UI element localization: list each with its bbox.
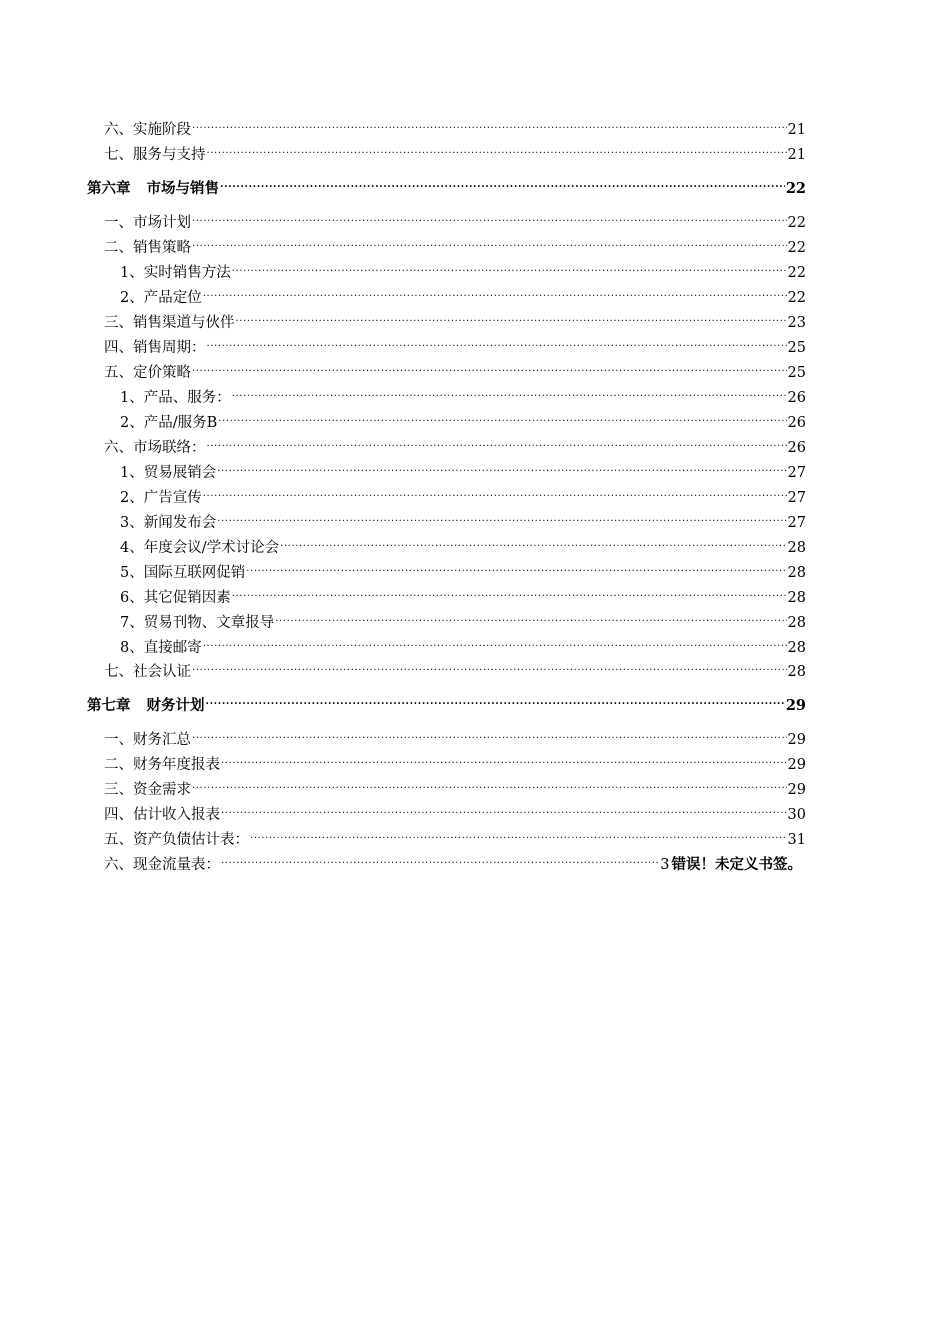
toc-entry-title: 1、产品、服务： bbox=[120, 390, 231, 406]
toc-entry-title: 3、新闻发布会 bbox=[120, 515, 217, 531]
toc-page-number: 3 bbox=[660, 857, 670, 873]
toc-entry-title: 六、实施阶段 bbox=[104, 122, 191, 138]
dot-leader bbox=[275, 607, 786, 627]
dot-leader bbox=[236, 307, 787, 327]
toc-entry[interactable] bbox=[104, 774, 806, 798]
toc-page-number: 22 bbox=[787, 240, 806, 256]
toc-chapter-title: 第七章 财务计划 bbox=[87, 697, 205, 714]
toc-entry-title: 六、市场联络： bbox=[104, 440, 206, 456]
toc-page-number: 27 bbox=[787, 490, 806, 506]
dot-leader bbox=[192, 656, 787, 676]
dot-leader bbox=[232, 257, 787, 277]
toc-entry-title: 七、社会认证 bbox=[104, 664, 191, 680]
toc-entry-title: 三、资金需求 bbox=[104, 782, 191, 798]
toc-subentry[interactable] bbox=[120, 557, 806, 581]
dot-leader bbox=[203, 482, 787, 502]
toc-entry[interactable] bbox=[104, 656, 806, 680]
toc-entry-title: 1、实时销售方法 bbox=[120, 265, 231, 281]
toc-entry-title: 七、服务与支持 bbox=[104, 147, 206, 163]
toc-page-number: 21 bbox=[787, 147, 806, 163]
toc-page-number: 22 bbox=[785, 180, 806, 197]
toc-entry-title: 2、产品/服务B bbox=[120, 415, 218, 431]
toc-page-number: 25 bbox=[787, 340, 806, 356]
toc-entry-title: 1、贸易展销会 bbox=[120, 465, 217, 481]
toc-page-number: 21 bbox=[787, 122, 806, 138]
toc-page-number: 29 bbox=[785, 697, 806, 714]
toc-page-number: 26 bbox=[787, 415, 806, 431]
toc-page-number: 22 bbox=[787, 290, 806, 306]
dot-leader bbox=[221, 799, 787, 819]
toc-page-number: 29 bbox=[787, 732, 806, 748]
dot-leader bbox=[192, 232, 787, 252]
toc-entry[interactable] bbox=[104, 357, 806, 381]
toc-subentry[interactable] bbox=[120, 632, 806, 656]
dot-leader bbox=[232, 582, 787, 602]
toc-page-number: 26 bbox=[787, 390, 806, 406]
toc-page-number: 25 bbox=[787, 365, 806, 381]
toc-subentry[interactable] bbox=[120, 282, 806, 306]
toc-page-number: 22 bbox=[787, 265, 806, 281]
toc-subentry[interactable] bbox=[120, 582, 806, 606]
toc-page-number: 29 bbox=[787, 782, 806, 798]
toc-entry-title: 二、销售策略 bbox=[104, 240, 191, 256]
toc-subentry[interactable] bbox=[120, 607, 806, 631]
toc-entry[interactable] bbox=[104, 749, 806, 773]
dot-leader bbox=[207, 432, 787, 452]
toc-page-number: 28 bbox=[787, 615, 806, 631]
toc-chapter-entry[interactable] bbox=[87, 173, 806, 197]
toc-page-number: 28 bbox=[787, 640, 806, 656]
dot-leader bbox=[221, 749, 787, 769]
toc-entry-title: 四、估计收入报表 bbox=[104, 807, 220, 823]
dot-leader bbox=[218, 407, 786, 427]
toc-entry-title: 六、现金流量表： bbox=[104, 857, 220, 873]
toc-entry[interactable] bbox=[104, 824, 806, 848]
toc-entry-title: 三、销售渠道与伙伴 bbox=[104, 315, 235, 331]
dot-leader bbox=[203, 632, 787, 652]
dot-leader bbox=[221, 849, 659, 869]
toc-page-number: 26 bbox=[787, 440, 806, 456]
toc-page-number: 31 bbox=[787, 832, 806, 848]
toc-entry[interactable] bbox=[104, 207, 806, 231]
toc-page-number: 28 bbox=[787, 664, 806, 680]
toc-subentry[interactable] bbox=[120, 457, 806, 481]
dot-leader bbox=[203, 282, 787, 302]
toc-page-number: 28 bbox=[787, 590, 806, 606]
toc-subentry[interactable] bbox=[120, 257, 806, 281]
toc-entry[interactable] bbox=[104, 332, 806, 356]
toc-entry[interactable] bbox=[104, 114, 806, 138]
toc-entry-title: 8、直接邮寄 bbox=[120, 640, 202, 656]
dot-leader bbox=[192, 357, 787, 377]
toc-subentry[interactable] bbox=[120, 382, 806, 406]
toc-entry[interactable] bbox=[104, 307, 806, 331]
dot-leader bbox=[217, 457, 786, 477]
toc-page-number: 28 bbox=[787, 565, 806, 581]
dot-leader bbox=[207, 332, 787, 352]
toc-page-number: 28 bbox=[787, 540, 806, 556]
toc-entry[interactable] bbox=[104, 432, 806, 456]
toc-entry-title: 一、财务汇总 bbox=[104, 732, 191, 748]
toc-entry[interactable] bbox=[104, 139, 806, 163]
toc-entry-title: 一、市场计划 bbox=[104, 215, 191, 231]
toc-entry[interactable] bbox=[104, 799, 806, 823]
dot-leader bbox=[192, 724, 787, 744]
toc-page-number: 27 bbox=[787, 515, 806, 531]
toc-entry-title: 7、贸易刊物、文章报导 bbox=[120, 615, 275, 631]
dot-leader bbox=[280, 532, 786, 552]
dot-leader bbox=[192, 114, 787, 134]
toc-page-number: 30 bbox=[787, 807, 806, 823]
dot-leader bbox=[217, 507, 786, 527]
toc-page-number: 22 bbox=[787, 215, 806, 231]
dot-leader bbox=[220, 173, 785, 193]
toc-chapter-entry[interactable] bbox=[87, 690, 806, 714]
dot-leader bbox=[192, 207, 787, 227]
toc-subentry[interactable] bbox=[120, 532, 806, 556]
toc-entry-title: 二、财务年度报表 bbox=[104, 757, 220, 773]
toc-entry-title: 五、资产负债估计表： bbox=[104, 832, 249, 848]
dot-leader bbox=[192, 774, 787, 794]
bookmark-error-message: 错误！未定义书签。 bbox=[671, 856, 802, 873]
toc-page-number: 29 bbox=[787, 757, 806, 773]
toc-entry[interactable] bbox=[104, 724, 806, 748]
toc-entry-title: 4、年度会议/学术讨论会 bbox=[120, 540, 280, 556]
dot-leader bbox=[246, 557, 786, 577]
toc-chapter-title: 第六章 市场与销售 bbox=[87, 180, 219, 197]
dot-leader bbox=[206, 690, 785, 710]
toc-page-number: 23 bbox=[787, 315, 806, 331]
toc-entry-title: 6、其它促销因素 bbox=[120, 590, 231, 606]
toc-subentry[interactable] bbox=[120, 507, 806, 531]
toc-entry-title: 四、销售周期： bbox=[104, 340, 206, 356]
toc-subentry[interactable] bbox=[120, 407, 806, 431]
dot-leader bbox=[207, 139, 787, 159]
toc-entry-title: 2、广告宣传 bbox=[120, 490, 202, 506]
toc-entry-title: 2、产品定位 bbox=[120, 290, 202, 306]
toc-page-number: 27 bbox=[787, 465, 806, 481]
toc-entry-title: 五、定价策略 bbox=[104, 365, 191, 381]
toc-entry-title: 5、国际互联网促销 bbox=[120, 565, 246, 581]
toc-entry[interactable] bbox=[104, 849, 802, 873]
toc-subentry[interactable] bbox=[120, 482, 806, 506]
toc-entry[interactable] bbox=[104, 232, 806, 256]
dot-leader bbox=[232, 382, 787, 402]
dot-leader bbox=[250, 824, 787, 844]
